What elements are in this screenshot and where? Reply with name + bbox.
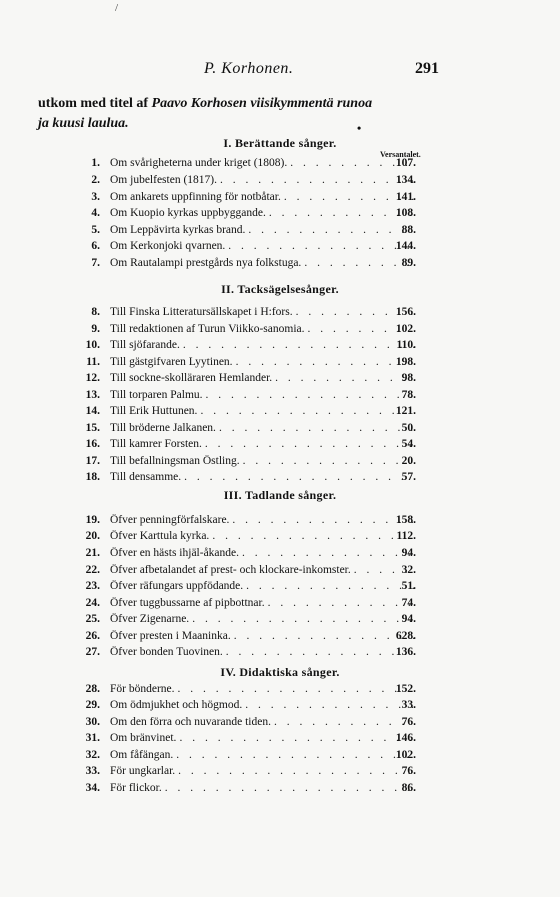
dot-leader xyxy=(220,174,415,186)
verse-count: 146. xyxy=(395,732,416,744)
toc-row xyxy=(0,356,560,372)
item-number: 30. xyxy=(85,716,100,728)
verse-count: 198. xyxy=(395,356,416,368)
item-title: Om ödmjukhet och högmod. xyxy=(110,699,243,711)
verse-count: 32. xyxy=(401,564,416,576)
toc-row xyxy=(0,422,560,438)
toc-row xyxy=(0,699,560,715)
toc-row xyxy=(0,240,560,256)
item-title: Öfver bonden Tuovinen. xyxy=(110,646,223,658)
toc-row xyxy=(0,580,560,596)
item-title: Om Kuopio kyrkas uppbyggande. xyxy=(110,207,266,219)
running-head xyxy=(0,60,560,84)
dot-leader xyxy=(219,422,415,434)
item-title: Öfver penningförfalskare. xyxy=(110,514,230,526)
item-number: 9. xyxy=(91,323,100,335)
toc-row xyxy=(0,455,560,471)
item-title: Om Leppävirta kyrkas brand. xyxy=(110,224,246,236)
item-number: 27. xyxy=(85,646,100,658)
item-number: 6. xyxy=(91,240,100,252)
item-title: Öfver tuggbussarne af pipbottnar. xyxy=(110,597,265,609)
item-number: 25. xyxy=(85,613,100,625)
item-number: 4. xyxy=(91,207,100,219)
intro-text: utkom med titel af xyxy=(38,96,152,111)
verse-count: 76. xyxy=(401,765,416,777)
toc-row xyxy=(0,157,560,173)
dot-leader xyxy=(192,613,415,625)
item-number: 29. xyxy=(85,699,100,711)
toc-row xyxy=(0,306,560,322)
section-heading: III. Tadlande sånger. xyxy=(223,488,337,502)
item-number: 21. xyxy=(85,547,100,559)
section-heading: IV. Didaktiska sånger. xyxy=(220,665,340,679)
toc-row xyxy=(0,224,560,240)
item-number: 28. xyxy=(85,683,100,695)
dot-leader xyxy=(205,438,415,450)
item-number: 32. xyxy=(85,749,100,761)
item-number: 11. xyxy=(86,356,100,368)
intro-title-italic: Paavo Korhosen viisikymmentä runoa xyxy=(151,96,373,111)
item-title: Till befallningsman Östling. xyxy=(110,455,240,467)
verse-count: 78. xyxy=(401,389,416,401)
item-title: Till sockne-skolläraren Hemlander. xyxy=(110,372,273,384)
toc-row xyxy=(0,683,560,699)
bullet-mark: • xyxy=(357,121,362,135)
item-number: 1. xyxy=(91,157,100,169)
verse-count: 628. xyxy=(395,630,416,642)
item-title: Öfver Karttula kyrka. xyxy=(110,530,210,542)
toc-row xyxy=(0,564,560,580)
item-title: Om jubelfesten (1817). xyxy=(110,174,217,186)
verse-count: 102. xyxy=(395,323,416,335)
item-number: 15. xyxy=(85,422,100,434)
item-number: 23. xyxy=(85,580,100,592)
item-number: 14. xyxy=(85,405,100,417)
toc-row xyxy=(0,547,560,563)
toc-row xyxy=(0,732,560,748)
pencil-mark: / xyxy=(115,2,119,14)
verse-count: 20. xyxy=(401,455,416,467)
verse-count: 98. xyxy=(401,372,416,384)
item-number: 19. xyxy=(85,514,100,526)
verse-count: 107. xyxy=(395,157,416,169)
toc-row xyxy=(0,405,560,421)
item-title: Till bröderne Jalkanen. xyxy=(110,422,216,434)
verse-count: 141. xyxy=(395,191,416,203)
toc-row xyxy=(0,613,560,629)
verse-count: 158. xyxy=(395,514,416,526)
item-title: Till gästgifvaren Lyytinen. xyxy=(110,356,233,368)
item-title: För ungkarlar. xyxy=(110,765,176,777)
item-title: Om Rautalampi prestgårds nya folkstuga. xyxy=(110,257,302,269)
verse-count: 33. xyxy=(401,699,416,711)
item-number: 20. xyxy=(85,530,100,542)
toc-row xyxy=(0,782,560,798)
item-number: 34. xyxy=(85,782,100,794)
verse-count: 102. xyxy=(395,749,416,761)
toc-row xyxy=(0,323,560,339)
dot-leader xyxy=(212,530,415,542)
section-heading: I. Berättande sånger. xyxy=(223,136,337,150)
verse-count: 76. xyxy=(401,716,416,728)
item-title: Öfver räfungars uppfödande. xyxy=(110,580,244,592)
dot-leader xyxy=(206,389,415,401)
item-number: 3. xyxy=(91,191,100,203)
toc-row xyxy=(0,646,560,662)
intro-paragraph xyxy=(38,94,458,134)
toc-row xyxy=(0,514,560,530)
verse-count: 89. xyxy=(401,257,416,269)
verse-count: 152. xyxy=(395,683,416,695)
item-number: 12. xyxy=(85,372,100,384)
toc-row xyxy=(0,765,560,781)
item-title: Om bränvinet. xyxy=(110,732,177,744)
dot-leader xyxy=(226,646,415,658)
item-title: Om den förra och nuvarande tiden. xyxy=(110,716,271,728)
verse-count: 112. xyxy=(396,530,416,542)
item-number: 13. xyxy=(85,389,100,401)
item-title: Om svårigheterna under kriget (1808). xyxy=(110,157,288,169)
column-header-verses: Versantalet. xyxy=(380,150,421,159)
dot-leader xyxy=(184,471,415,483)
item-title: Om ankarets uppfinning för notbåtar. xyxy=(110,191,281,203)
dot-leader xyxy=(200,405,415,417)
toc-row xyxy=(0,716,560,732)
item-title: Till Erik Huttunen. xyxy=(110,405,198,417)
section-heading: II. Tacksägelsesånger. xyxy=(221,282,339,296)
item-number: 33. xyxy=(85,765,100,777)
verse-count: 57. xyxy=(401,471,416,483)
running-head-title: P. Korhonen. xyxy=(204,60,294,77)
item-title: Till densamme. xyxy=(110,471,182,483)
verse-count: 108. xyxy=(395,207,416,219)
verse-count: 136. xyxy=(395,646,416,658)
toc-row xyxy=(0,438,560,454)
item-title: Till Finska Litteratursällskapet i H:fors. xyxy=(110,306,293,318)
item-title: Öfver Zigenarne. xyxy=(110,613,190,625)
verse-count: 86. xyxy=(401,782,416,794)
verse-count: 156. xyxy=(395,306,416,318)
item-number: 2. xyxy=(91,174,100,186)
verse-count: 94. xyxy=(401,613,416,625)
dot-leader xyxy=(228,240,415,252)
toc-row xyxy=(0,207,560,223)
verse-count: 144. xyxy=(395,240,416,252)
dot-leader xyxy=(183,339,415,351)
verse-count: 134. xyxy=(395,174,416,186)
verse-count: 121. xyxy=(395,405,416,417)
item-number: 18. xyxy=(85,471,100,483)
intro-title-line2: ja kuusi laulua. xyxy=(38,116,129,131)
item-number: 31. xyxy=(85,732,100,744)
dot-leader xyxy=(178,765,415,777)
item-number: 17. xyxy=(85,455,100,467)
item-title: Öfver presten i Maaninka. xyxy=(110,630,231,642)
item-number: 22. xyxy=(85,564,100,576)
toc-row xyxy=(0,257,560,273)
toc-row xyxy=(0,530,560,546)
verse-count: 94. xyxy=(401,547,416,559)
verse-count: 88. xyxy=(401,224,416,236)
item-number: 24. xyxy=(85,597,100,609)
item-title: Om fåfängan. xyxy=(110,749,174,761)
item-title: Till redaktionen af Turun Viikko-sanomia. xyxy=(110,323,305,335)
verse-count: 51. xyxy=(401,580,416,592)
item-number: 16. xyxy=(85,438,100,450)
item-number: 8. xyxy=(91,306,100,318)
toc-row xyxy=(0,471,560,487)
toc-row xyxy=(0,389,560,405)
dot-leader xyxy=(178,683,415,695)
toc-row xyxy=(0,597,560,613)
item-title: Om Kerkonjoki qvarnen. xyxy=(110,240,226,252)
page-number: 291 xyxy=(415,60,439,77)
verse-count: 54. xyxy=(401,438,416,450)
item-title: För bönderne. xyxy=(110,683,175,695)
toc-row xyxy=(0,339,560,355)
dot-leader xyxy=(165,782,415,794)
item-title: Till kamrer Forsten. xyxy=(110,438,202,450)
toc-row xyxy=(0,630,560,646)
item-number: 26. xyxy=(85,630,100,642)
item-title: Öfver afbetalandet af prest- och klockare-inkomster. xyxy=(110,564,351,576)
item-number: 10. xyxy=(85,339,100,351)
toc-row xyxy=(0,191,560,207)
toc-row xyxy=(0,372,560,388)
verse-count: 50. xyxy=(401,422,416,434)
verse-count: 110. xyxy=(396,339,416,351)
item-title: Öfver en hästs ihjäl-åkande. xyxy=(110,547,240,559)
toc-row xyxy=(0,174,560,190)
item-number: 7. xyxy=(91,257,100,269)
item-title: Till torparen Palmu. xyxy=(110,389,203,401)
dot-leader xyxy=(179,732,415,744)
dot-leader xyxy=(176,749,415,761)
item-title: Till sjöfarande. xyxy=(110,339,180,351)
item-number: 5. xyxy=(91,224,100,236)
toc-row xyxy=(0,749,560,765)
verse-count: 74. xyxy=(401,597,416,609)
item-title: För flickor. xyxy=(110,782,162,794)
